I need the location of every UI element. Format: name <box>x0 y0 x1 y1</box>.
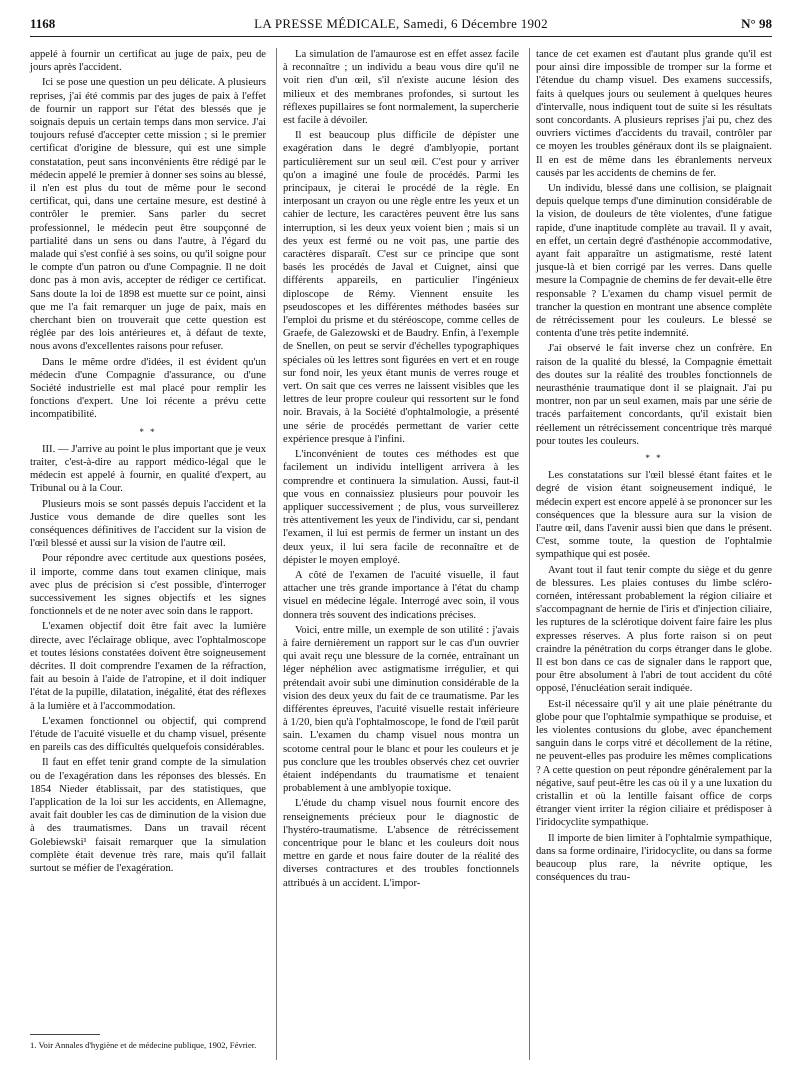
footnote: 1. Voir Annales d'hygiène et de médecine publique, 1902, Février. <box>30 1040 257 1050</box>
column-divider <box>276 48 277 1060</box>
journal-title: LA PRESSE MÉDICALE, Samedi, 6 Décembre 1902 <box>254 16 548 31</box>
paragraph: Plusieurs mois se sont passés depuis l'accident et la Justice vous demande de dire quelles sont les conséquences définitives de l'accident sur la vision de l'œil blessé et aussi sur la vision de l'autre œil. <box>30 498 266 550</box>
paragraph: J'ai observé le fait inverse chez un confrère. En raison de la qualité du blessé, la Compagnie émettait des doutes sur la réalité des troubles fonctionnels de neurasthénie traumatique dont il se plaignait. J'ai pu montrer, non par un seul examen, mais par une série de tracés parfaitement concordants, qu'il existait bien réellement un rétrécissement concentrique très marqué pour toutes les couleurs. <box>536 343 772 447</box>
paragraph: Pour répondre avec certitude aux questions posées, il importe, comme dans tout examen clinique, mais avec plus de précision si c'est possible, d'interroger successivement les signes objectifs et les signes fonctionnels et de ne noter avec soin dans le rapport. <box>30 553 266 618</box>
paragraph: Ici se pose une question un peu délicate. A plusieurs reprises, j'ai été commis par des juges de paix à l'effet de fournir un rapport sur l'état des blessés que je soignais depuis un certain temps dans mon service. J'ai toujours refusé d'accepter cette mission ; si le premier certificat d'origine de blessure, qui est une simple constatation, peut sans inconvénients être rédigé par le médecin appelé le premier à donner ses soins au blessé, il n'en est plus du tout de même pour le second certificat, qui, dans une certaine mesure, est destiné à contrôler le premier. Sans parler du secret professionnel, le médecin peut être soupçonné de partialité dans un sens ou dans l'autre, à l'égard du malade qui s'est confié à ses soins, ou qu'il soigne pour le compte d'un patron ou d'une Compagnie. Il ne doit donc pas à mon avis, accepter de rédiger ce certificat. Sans doute la loi de 1898 est muette sur ce point, ainsi que me l'a fait remarquer un juge de paix, mais en cherchant bien on trouverait que cette question est réglée par des lois antérieures et, à défaut de texte, nous avons d'excellentes raisons pour refuser. <box>30 77 266 353</box>
paragraph: L'étude du champ visuel nous fournit encore des renseignements précieux pour le diagnostic de l'hystéro-traumatisme. L'absence de rétrécissement concentrique pour le blanc et les couleurs doit nous mettre en garde et nous faire douter de la réalité des diverses contractures et des troubles fonctionnels attribués à un accident. L'impor- <box>283 798 519 889</box>
section-separator: * * <box>139 426 157 437</box>
paragraph: Un individu, blessé dans une collision, se plaignait depuis quelque temps d'une diminution considérable de la vision, de douleurs de tête violentes, d'une fatigue rapide, d'une inaptitude complète au travail. Il y avait, en effet, un certain degré d'asthénopie accommodative, ayant fait apparaître un astigmatisme, resté latent jusque-là et bien corrigé par les verres. Dans quelle mesure la Compagnie de chemins de fer devait-elle être responsable ? L'examen du champ visuel permit de trancher la question en montrant une absence complète de rétrécissement pour les couleurs. Le blessé se contenta d'une très petite indemnité. <box>536 183 772 340</box>
paragraph: A côté de l'examen de l'acuité visuelle, il faut attacher une très grande importance à l'état du champ visuel en médecine légale. Interrogé avec soin, il vous donnera très souvent des indications précises. <box>283 569 519 621</box>
paragraph: Voici, entre mille, un exemple de son utilité : j'avais à faire dernièrement un rapport sur le cas d'un ouvrier qui avait reçu une blessure de la cornée, entraînant un léger néphélion avec astigmatisme irrégulier, et qui prétendait avoir subi une diminution considérable de la vision des deux yeux du fait de ce traumatisme. Par les différentes épreuves, l'acuité visuelle restait inférieure à 1/20, bien qu'à l'ophtalmoscope, le fond de l'œil parût sain. L'examen du champ visuel nous montra un scotome central pour le blanc et pour les couleurs et je pus conclure que les troubles observés chez cet ouvrier étaient indépendants du traumatisme et tenaient probablement à une amblyopie toxique. <box>283 624 519 795</box>
paragraph: III. — J'arrive au point le plus important que je veux traiter, c'est-à-dire au rapport médico-légal que le médecin est appelé à fournir, en qualité d'expert, au Tribunal ou à la Cour. <box>30 443 266 495</box>
paragraph: Est-il nécessaire qu'il y ait une plaie pénétrante du globe pour que l'ophtalmie sympathique se produise, et les violentes contusions du globe, avec épanchement sanguin dans le corps vitré et décollement de la rétine, ne peuvent-elles pas produire les mêmes complications ? A cette question on peut répondre généralement par la négative, sauf peut-être les cas où il y a une luxation du cristallin et où la lentille faisant office de corps étranger vient irriter la région ciliaire et prédisposer à l'iridocyclite sympathique. <box>536 698 772 829</box>
paragraph: appelé à fournir un certificat au juge de paix, peu de jours après l'accident. <box>30 49 266 74</box>
paragraph: Il est beaucoup plus difficile de dépister une exagération dans le degré d'amblyopie, portant particulièrement sur un seul œil. C'est pour y arriver qu'on a imaginé une foule de procédés. Parmi les principaux, je citerai le procédé de la règle. En interposant un crayon ou une règle entre les yeux et un cahier de lecture, les caractères peuvent être lus sans interruption, si les deux yeux voient bien ; mais si un des yeux est fermé ou ne voit pas, une partie des caractères disparaît. C'est sur ce principe que sont basés les procédés de Javal et Cuignet, ainsi que différents appareils, en particulier l'ingénieux diploscope de Rémy. Viennent ensuite les pseudoscopes et les différentes méthodes basées sur l'emploi du prisme et du stéréoscope, comme celles de Graefe, de Galezowski et de Baudry. Enfin, à l'exemple de Snellen, on peut se servir d'échelles typographiques spéciales où les lettres sont figurées en vert et en rouge sur fond noir, les yeux étant munis de verres rouge et vert. On sait que ces verres ne laissent visibles que les lettres de leur propre couleur qui ressortent sur le fond noir. Bravais, à la Société d'ophtalmologie, a présenté une série de procédés permettant de varier cette expérience presque à l'infini. <box>283 130 519 445</box>
paragraph: L'examen fonctionnel ou objectif, qui comprend l'étude de l'acuité visuelle et du champ visuel, présente en pareils cas des difficultés quelquefois considérables. <box>30 715 266 754</box>
issue-number: N° 98 <box>741 16 772 31</box>
paragraph: Les constatations sur l'œil blessé étant faites et le degré de vision étant soigneusement indiqué, le médecin expert est encore appelé à se prononcer sur les conséquences que la blessure aura sur la vision de l'autre œil, dans l'avenir aussi bien que dans le présent. C'est, somme toute, la question de l'ophtalmie sympathique qui est posée. <box>536 470 772 561</box>
paragraph: tance de cet examen est d'autant plus grande qu'il est pour ainsi dire impossible de tromper sur la forme et l'étendue du champ visuel. Des examens successifs, faits à quelques jours ou seulement à quelques heures d'intervalle, nous indiquent tout de suite si les résultats sont concordants. A plusieurs reprises j'ai pu, chez des ouvriers victimes d'accidents du travail, contrôler par ce moyen les troubles généraux dont ils se plaignaient. Il en est de même dans les ébranlements nerveux causés par les accidents de chemins de fer. <box>536 49 772 179</box>
column-divider <box>529 48 530 1060</box>
column-2 <box>283 48 519 892</box>
paragraph: L'inconvénient de toutes ces méthodes est que facilement un individu intelligent arrivera à les comprendre et continuera la simulation. Aussi, faut-il que vous en connaissiez plusieurs pour pouvoir les appliquer successivement ; de plus, vous surveillerez très attentivement les yeux de l'individu, car si, pendant l'examen, il lui est permis de fermer un instant un des deux yeux, il lui sera facile de reconnaître et de dépister le moyen employé. <box>283 449 519 566</box>
column-3 <box>536 48 772 886</box>
paragraph: L'examen objectif doit être fait avec la lumière directe, avec l'éclairage oblique, avec l'ophtalmoscope et toutes lésions constatées doivent être soigneusement décrites. Il doit comprendre l'examen de la réfraction, fait au besoin à l'aide de l'atropine, et il doit indiquer l'état de la pupille, dilatation, inégalité, état des réflexes à la lumière et à l'accommodation. <box>30 621 266 712</box>
paragraph: Il importe de bien limiter à l'ophtalmie sympathique, dans sa forme ordinaire, l'iridocyclite, ou dans sa forme beaucoup plus rare, la névrite optique, les conséquences du trau- <box>536 832 772 884</box>
page-number: 1168 <box>30 16 56 31</box>
column-1 <box>30 48 266 877</box>
page-header <box>30 14 772 36</box>
paragraph: Il faut en effet tenir grand compte de la simulation ou de l'exagération dans les réponses des blessés. En 1854 Nieder établissait, par des statistiques, que l'application de la loi sur les accidents, en Allemagne, avait fait doubler les cas de diminution de la vision due à des traumatismes. Dans un travail récent Golebiewski¹ faisait remarquer que la simulation complète était devenue très rare, mais qu'il fallait surtout se méfier de l'exagération. <box>30 757 266 874</box>
footnote-rule <box>30 1034 100 1035</box>
header-rule <box>30 36 772 37</box>
section-separator: * * <box>645 453 663 464</box>
paragraph: Avant tout il faut tenir compte du siège et du genre de blessures. Les plaies contuses du limbe scléro-cornéen, intéressant probablement la région ciliaire et s'accompagnant de hernie de l'iris et d'injection ciliaire, les ruptures de la sclérotique doivent faire faire les plus expresses réserves. A plus forte raison si on peut craindre la pénétration du corps étranger dans le globe. Il est bon dans ce cas de signaler dans le rapport que, pour être absolument à l'abri de tout accident du côté opposé, l'énucléation serait indiquée. <box>536 564 772 695</box>
paragraph: La simulation de l'amaurose est en effet assez facile à reconnaître ; un individu a beau vous dire qu'il ne voit rien d'un œil, s'il n'existe aucune lésion des milieux et des membranes profondes, si surtout les réflexes pupillaires se font normalement, la supercherie est facile à dévoiler. <box>283 49 519 127</box>
paragraph: Dans le même ordre d'idées, il est évident qu'un médecin d'une Compagnie d'assurance, ou d'une Société industrielle est mal placé pour remplir les fonctions d'expert. Une loi récente a prévu cette incompatibilité. <box>30 356 266 421</box>
